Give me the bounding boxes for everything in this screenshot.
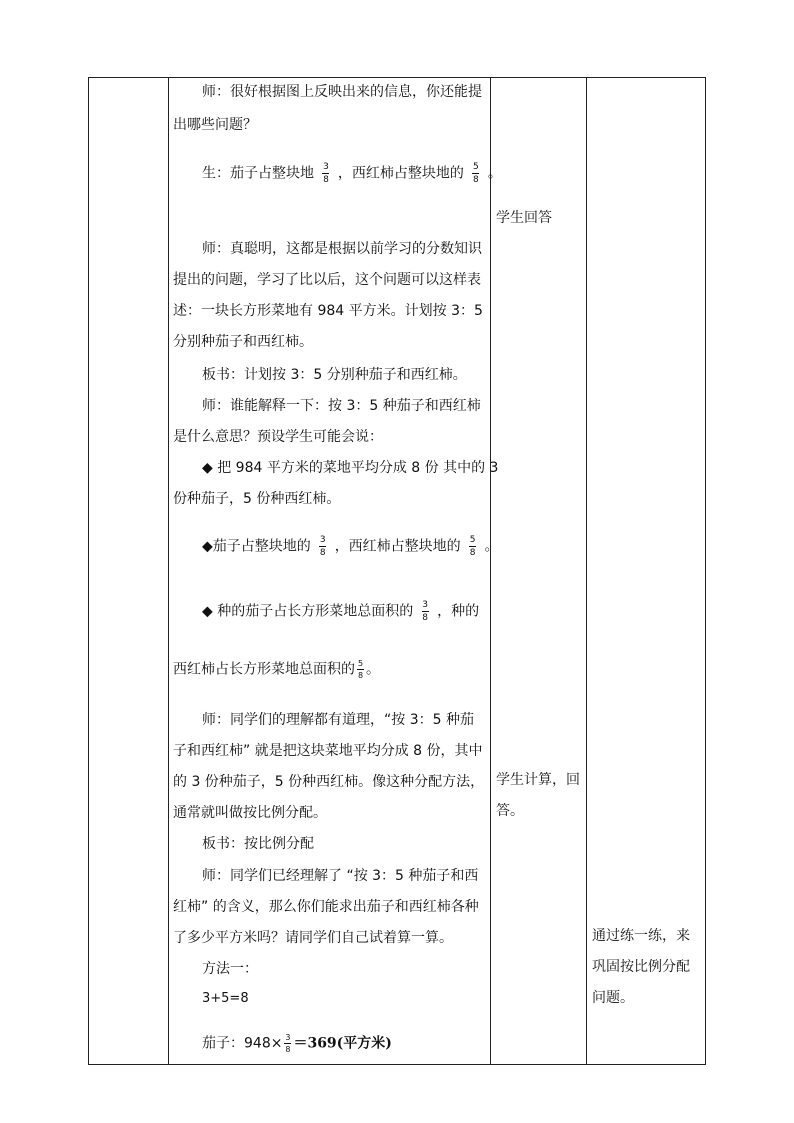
text-line: 分别种茄子和西红柿。 — [173, 334, 313, 350]
column-divider — [586, 78, 587, 1064]
fraction-3-8: $\frac{3}{8}$ — [422, 600, 429, 623]
column-divider — [490, 78, 491, 1064]
text-line: 了多少平方米吗？请同学们自己试着算一算。 — [173, 930, 453, 946]
text-span: ，种的 — [437, 603, 480, 620]
student-activity-text: 学生计算，回 — [496, 772, 580, 788]
lesson-table — [88, 77, 706, 1065]
text-line — [173, 659, 380, 680]
column-divider — [168, 78, 169, 1064]
text-line: 出哪些问题？ — [173, 117, 257, 133]
fraction-5-8: $\frac{5}{8}$ — [357, 659, 364, 680]
text-line — [202, 162, 502, 185]
text-line: 是什么意思？预设学生可能会说： — [173, 429, 383, 445]
text-line: 师：真聪明，这都是根据以前学习的分数知识 — [202, 241, 482, 257]
student-activity-text: 学生回答 — [496, 210, 552, 226]
text-line: 师：同学们已经理解了 “按 3：5 种茄子和西 — [202, 868, 479, 884]
text-span: 生：茄子占整块地 — [202, 165, 314, 182]
fraction-5-8: $\frac{5}{8}$ — [469, 535, 476, 558]
text-line: 方法一： — [202, 961, 258, 977]
text-span: 。 — [366, 661, 380, 678]
text-line — [202, 600, 479, 623]
text-line: 红柿” 的含义，那么你们能求出茄子和西红柿各种 — [173, 899, 479, 915]
text-line: 子和西红柿” 就是把这块菜地平均分成 8 份，其中 — [173, 743, 483, 759]
text-line: 述：一块长方形菜地有 984 平方米。计划按 3：5 — [173, 303, 483, 319]
text-span: ，西红柿占整块地的 — [334, 538, 461, 555]
text-line: 通常就叫做按比例分配。 — [173, 805, 327, 821]
design-intent-text: 通过练一练，来 — [592, 928, 690, 944]
text-line: 师：谁能解释一下：按 3：5 种茄子和西红柿 — [202, 398, 481, 414]
text-line: 师：同学们的理解都有道理，“按 3：5 种茄 — [202, 712, 474, 728]
equation-line — [202, 1033, 392, 1054]
fraction-5-8: $\frac{5}{8}$ — [472, 162, 479, 185]
text-line: ◆ 把 984 平方米的菜地平均分成 8 份 其中的 3 — [202, 460, 499, 476]
fraction-3-8: $\frac{3}{8}$ — [319, 535, 326, 558]
board-note: 板书：计划按 3：5 分别种茄子和西红柿。 — [202, 367, 467, 383]
result-text: ＝369(平方米) — [293, 1035, 392, 1052]
text-span: ，西红柿占整块地的 — [337, 165, 464, 182]
text-line: 的 3 份种茄子，5 份种西红柿。像这种分配方法， — [173, 774, 485, 790]
text-span: 。 — [484, 538, 499, 555]
design-intent-text: 巩固按比例分配 — [592, 959, 690, 975]
text-line: 提出的问题，学习了比以后，这个问题可以这样表 — [173, 272, 481, 288]
text-line — [202, 535, 499, 558]
text-span: 茄子：948× — [202, 1035, 283, 1052]
text-span: 西红柿占长方形菜地总面积的 — [173, 661, 355, 678]
text-line: 份种茄子，5 份种西红柿。 — [173, 491, 341, 507]
text-span: ◆茄子占整块地的 — [202, 538, 311, 555]
fraction-3-8: $\frac{3}{8}$ — [323, 162, 329, 185]
board-note: 板书：按比例分配 — [202, 836, 314, 852]
text-span: ◆ 种的茄子占长方形菜地总面积的 — [202, 603, 414, 620]
equation-line: 3+5=8 — [202, 991, 249, 1006]
text-span: 。 — [487, 165, 502, 182]
student-activity-text: 答。 — [496, 803, 524, 819]
fraction-3-8: $\frac{3}{8}$ — [285, 1033, 291, 1054]
text-line: 师：很好根据图上反映出来的信息，你还能提 — [202, 84, 482, 100]
design-intent-text: 问题。 — [592, 990, 634, 1006]
